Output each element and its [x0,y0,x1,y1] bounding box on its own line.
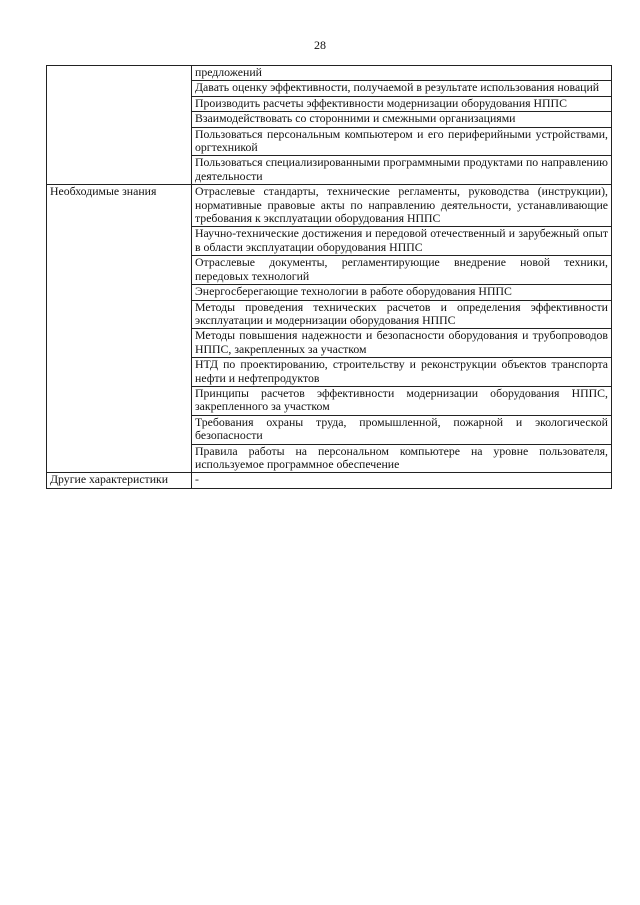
table-row [47,473,612,488]
skill-cell: Пользоваться персональным компьютером и его периферийными устройствами, оргтехникой [192,127,612,156]
knowledge-cell: Энергосберегающие технологии в работе оборудования НППС [192,285,612,300]
skill-cell: Пользоваться специализированными программными продуктами по направлению деятельности [192,156,612,185]
knowledge-cell: Принципы расчетов эффективности модернизации оборудования НППС, закрепленного за участком [192,386,612,415]
table-row [47,66,612,81]
skills-label-cell [47,66,192,185]
skill-cell: Взаимодействовать со сторонними и смежными организациями [192,112,612,127]
skill-cell: Производить расчеты эффективности модернизации оборудования НППС [192,96,612,111]
knowledge-cell: Отраслевые стандарты, технические регламенты, руководства (инструкции), нормативные правовые акты по направлению деятельности, устанавливающие требования к эксплуатации оборудования НППС [192,185,612,227]
knowledge-cell: Научно-технические достижения и передовой отечественный и зарубежный опыт в области эксплуатации оборудования НППС [192,227,612,256]
knowledge-cell: Отраслевые документы, регламентирующие внедрение новой техники, передовых технологий [192,256,612,285]
table-row [47,185,612,227]
competency-table [46,65,612,489]
skill-cell: Давать оценку эффективности, получаемой в результате использования новаций [192,81,612,96]
other-label: Другие характеристики [47,473,192,488]
knowledge-label: Необходимые знания [47,185,192,473]
page-number: 28 [314,38,326,52]
other-value: - [192,473,612,488]
knowledge-cell: Методы повышения надежности и безопасности оборудования и трубопроводов НППС, закрепленных за участком [192,329,612,358]
knowledge-cell: НТД по проектированию, строительству и реконструкции объектов транспорта нефти и нефтепродуктов [192,358,612,387]
knowledge-cell: Требования охраны труда, промышленной, пожарной и экологической безопасности [192,415,612,444]
skill-cell: предложений [192,66,612,81]
knowledge-cell: Правила работы на персональном компьютере на уровне пользователя, используемое программное обеспечение [192,444,612,473]
knowledge-cell: Методы проведения технических расчетов и определения эффективности эксплуатации и модернизации оборудования НППС [192,300,612,329]
